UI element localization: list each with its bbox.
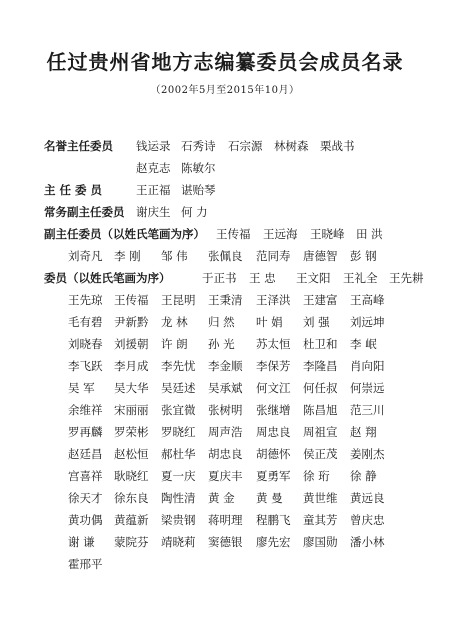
- member-name: 徐东良: [114, 491, 149, 505]
- member-name: 罗荣彬: [114, 425, 149, 439]
- member-name: 霍邢平: [68, 557, 103, 571]
- member-name: 杜卫和: [303, 337, 338, 351]
- member-name: 李隆昌: [303, 359, 338, 373]
- member-name: 陈昌旭: [303, 403, 338, 417]
- member-name: 侯正茂: [303, 447, 338, 461]
- member-name: 蒋明理: [208, 513, 243, 527]
- member-name: 孙 光: [208, 337, 235, 351]
- deputy-name: 李 刚: [114, 249, 141, 263]
- member-name: 曾庆忠: [350, 513, 385, 527]
- deputy-name: 田 洪: [356, 227, 383, 241]
- member-name: 张树明: [208, 403, 243, 417]
- member-name: 黄 金: [208, 491, 235, 505]
- document-subtitle: （2002年5月至2015年10月）: [150, 85, 300, 96]
- member-name: 徐 珩: [303, 469, 330, 483]
- section-label-director: 主 任 委 员: [44, 183, 103, 197]
- member-name: 夏勇军: [256, 469, 291, 483]
- member-name: 苏太恒: [256, 337, 291, 351]
- member-name: 徐 静: [350, 469, 377, 483]
- member-name: 刘晓春: [68, 337, 103, 351]
- member-name: 耿晓红: [114, 469, 149, 483]
- deputy-name: 彭 钢: [350, 249, 377, 263]
- honorary-name: 石秀诗: [181, 139, 216, 153]
- section-label-deputy: 副主任委员（以姓氏笔画为序）: [44, 227, 205, 241]
- deputy-name: 王晓峰: [310, 227, 345, 241]
- member-name: 张宜微: [161, 403, 196, 417]
- member-name: 郝杜华: [161, 447, 196, 461]
- section-label-exec-deputy: 常务副主任委员: [44, 205, 125, 219]
- member-name: 何任叔: [303, 381, 338, 395]
- member-name: 夏庆丰: [208, 469, 243, 483]
- member-name: 姜刚杰: [350, 447, 385, 461]
- member-name: 王先耕: [389, 271, 424, 285]
- deputy-name: 刘奇凡: [68, 249, 103, 263]
- member-name: 赵松恒: [114, 447, 149, 461]
- member-name: 宋丽丽: [114, 403, 149, 417]
- member-name: 尹新黔: [114, 315, 149, 329]
- deputy-name: 范同寿: [256, 249, 291, 263]
- member-name: 陶性清: [161, 491, 196, 505]
- member-name: 范三川: [350, 403, 385, 417]
- member-name: 余维祥: [68, 403, 103, 417]
- member-name: 周声浩: [208, 425, 243, 439]
- member-name: 王礼全: [343, 271, 378, 285]
- member-name: 黄世维: [303, 491, 338, 505]
- member-name: 吴廷述: [161, 381, 196, 395]
- member-name: 王昆明: [161, 293, 196, 307]
- member-name: 徐天才: [68, 491, 103, 505]
- member-name: 刘远坤: [350, 315, 385, 329]
- honorary-name: 陈敏尔: [181, 161, 216, 175]
- member-name: 王文阳: [296, 271, 331, 285]
- member-name: 廖国勋: [303, 535, 338, 549]
- member-name: 王先琼: [68, 293, 103, 307]
- document-title: 任过贵州省地方志编纂委员会成员名录: [46, 50, 404, 74]
- member-name: 周祖宣: [303, 425, 338, 439]
- member-name: 潘小林: [350, 535, 385, 549]
- member-name: 胡德怀: [256, 447, 291, 461]
- member-name: 赵廷昌: [68, 447, 103, 461]
- deputy-name: 王远海: [263, 227, 298, 241]
- member-name: 吴承斌: [208, 381, 243, 395]
- honorary-name: 栗战书: [320, 139, 355, 153]
- honorary-name: 赵克志: [136, 161, 171, 175]
- section-label-members: 委员（以姓氏笔画为序）: [44, 271, 171, 285]
- member-name: 于正书: [202, 271, 237, 285]
- member-name: 李保芳: [256, 359, 291, 373]
- member-name: 黄 曼: [256, 491, 283, 505]
- member-name: 黄蕴新: [114, 513, 149, 527]
- member-name: 罗晓红: [161, 425, 196, 439]
- member-name: 吴大华: [114, 381, 149, 395]
- deputy-name: 邹 伟: [161, 249, 188, 263]
- honorary-name: 钱运录: [136, 139, 171, 153]
- member-name: 龙 林: [161, 315, 188, 329]
- member-name: 谢 谦: [68, 535, 95, 549]
- member-name: 吴 军: [68, 381, 95, 395]
- member-name: 梁贵钢: [161, 513, 196, 527]
- member-name: 何崇远: [350, 381, 385, 395]
- exec-deputy-name: 何 力: [181, 205, 208, 219]
- member-name: 程鹏飞: [256, 513, 291, 527]
- member-name: 王 忠: [249, 271, 276, 285]
- member-name: 王秉清: [208, 293, 243, 307]
- member-name: 归 然: [208, 315, 235, 329]
- member-name: 李 岷: [350, 337, 377, 351]
- member-name: 罗再麟: [68, 425, 103, 439]
- member-name: 周忠良: [256, 425, 291, 439]
- member-name: 窦德银: [208, 535, 243, 549]
- member-name: 刘援朝: [114, 337, 149, 351]
- section-label-honorary: 名誉主任委员: [44, 139, 113, 153]
- deputy-name: 唐德智: [303, 249, 338, 263]
- member-name: 刘 强: [303, 315, 330, 329]
- member-name: 童其芳: [303, 513, 338, 527]
- member-name: 肖向阳: [350, 359, 385, 373]
- member-name: 李先忧: [161, 359, 196, 373]
- member-name: 许 朗: [161, 337, 188, 351]
- member-name: 廖先宏: [256, 535, 291, 549]
- member-name: 胡忠良: [208, 447, 243, 461]
- member-name: 蒙院芬: [114, 535, 149, 549]
- member-name: 宫喜祥: [68, 469, 103, 483]
- director-name: 谌贻琴: [181, 183, 216, 197]
- honorary-name: 林树森: [274, 139, 309, 153]
- director-name: 王正福: [136, 183, 171, 197]
- member-name: 靖晓莉: [161, 535, 196, 549]
- member-name: 王传福: [114, 293, 149, 307]
- member-name: 李飞跃: [68, 359, 103, 373]
- member-name: 李月成: [114, 359, 149, 373]
- member-name: 何文江: [256, 381, 291, 395]
- member-name: 毛有碧: [68, 315, 103, 329]
- member-name: 夏一庆: [161, 469, 196, 483]
- exec-deputy-name: 谢庆生: [136, 205, 171, 219]
- member-name: 黄远良: [350, 491, 385, 505]
- member-name: 叶 娟: [256, 315, 283, 329]
- deputy-name: 王传福: [216, 227, 251, 241]
- member-name: 王泽洪: [256, 293, 291, 307]
- member-name: 黄功偶: [68, 513, 103, 527]
- member-name: 王建富: [303, 293, 338, 307]
- deputy-name: 张佩良: [208, 249, 243, 263]
- honorary-name: 石宗源: [228, 139, 263, 153]
- member-name: 王高峰: [350, 293, 385, 307]
- member-name: 赵 翔: [350, 425, 377, 439]
- member-name: 张继增: [256, 403, 291, 417]
- member-name: 李金顺: [208, 359, 243, 373]
